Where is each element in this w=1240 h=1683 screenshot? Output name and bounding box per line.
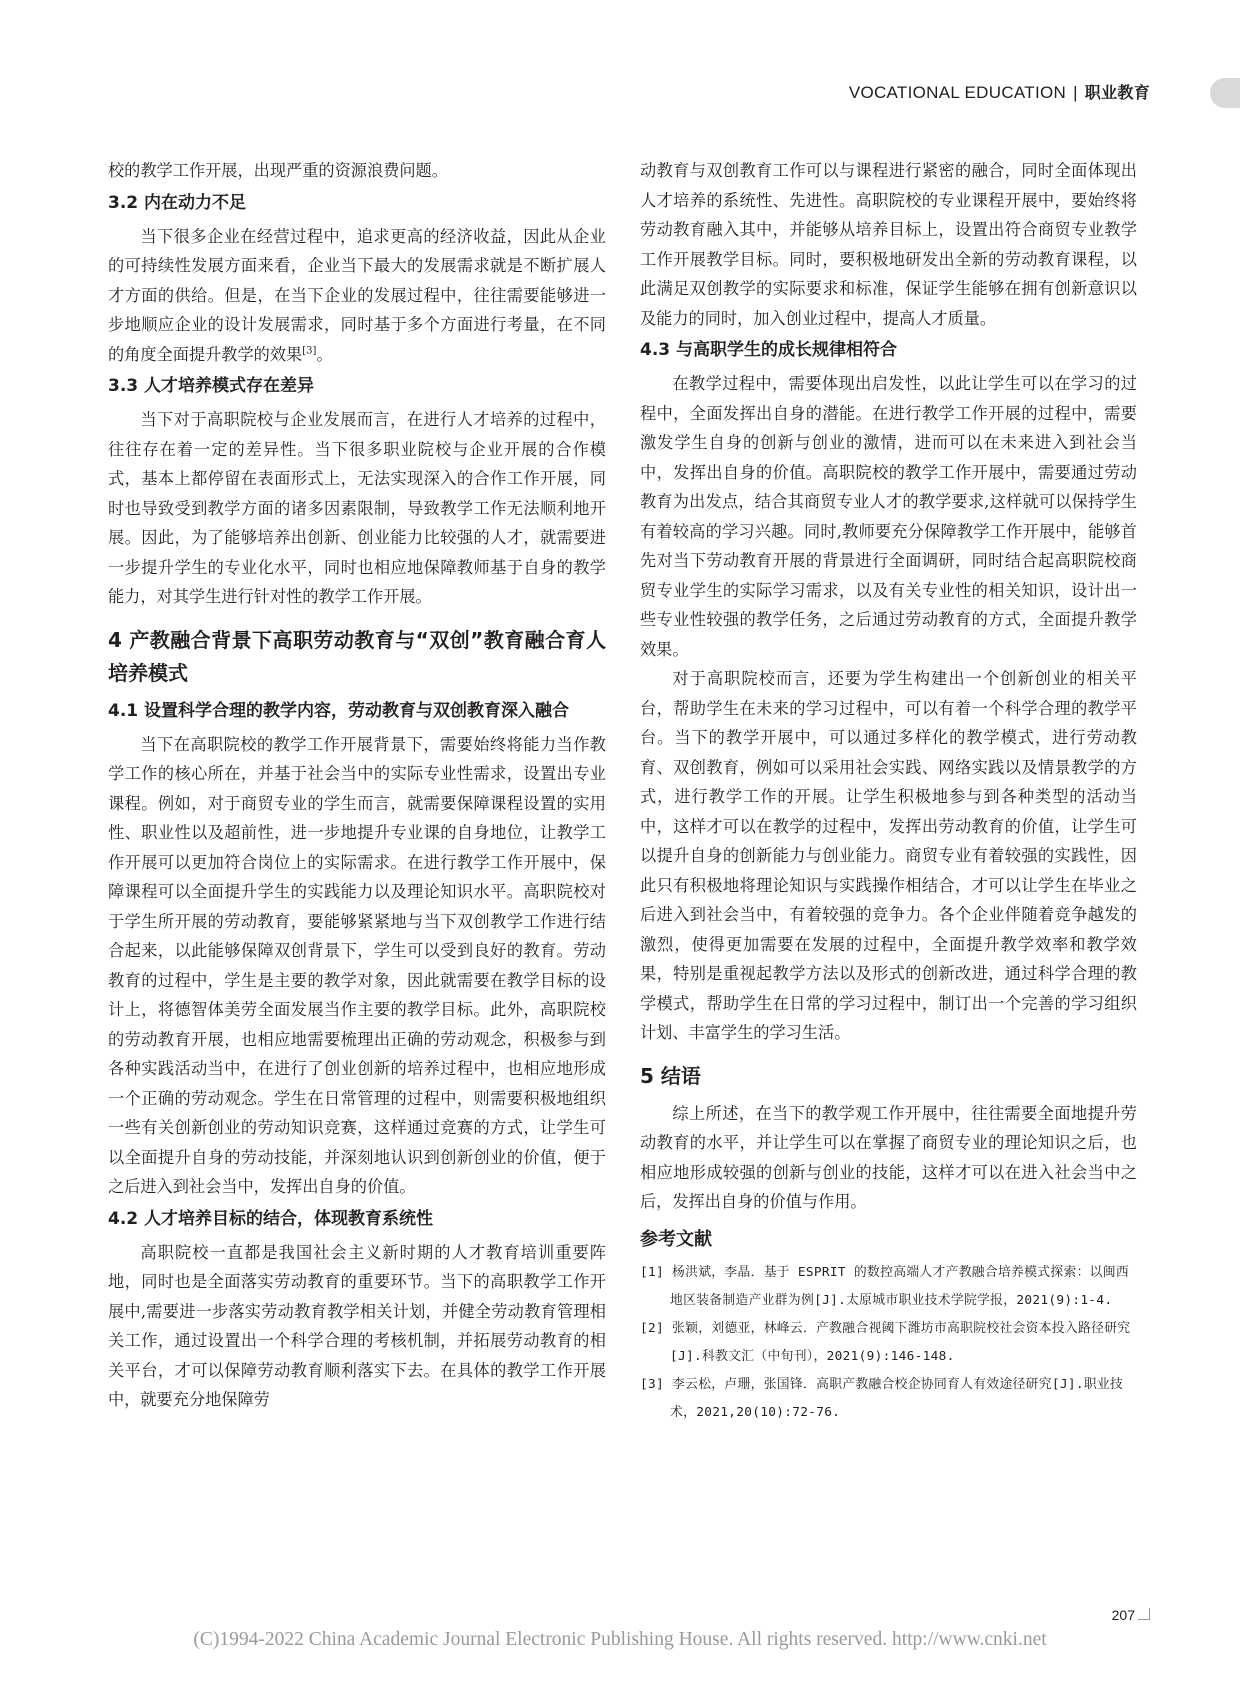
section-heading-4-1: 4.1 设置科学合理的教学内容，劳动教育与双创教育深入融合 xyxy=(108,700,570,721)
paragraph: 对于高职院校而言，还要为学生构建出一个创新创业的相关平台，帮助学生在未来的学习过程中，可以有着一个科学合理的教学平台。当下的教学开展中，可以通过多样化的教学模式，进行劳动教育、双创教育，例如可以采用社会实践、网络实践以及情景教学的方式，进行教学工作的开展。让学生积极地参与到各种类型的活动当中，这样才可以在教学的过程中，发挥出劳动教育的价值，让学生可以提升自身的创新能力与创业能力。商贸专业有着较强的实践性，因此只有积极地将理论知识与实践操作相结合，才可以让学生在毕业之后进入到社会当中，有着较强的竞争力。各个企业伴随着竞争越发的激烈，使得更加需要在发展的过程中，全面提升教学效率和教学效果，特别是重视起教学方法以及形式的创新改进，通过科学合理的教学模式，帮助学生在日常的学习过程中，制订出一个完善的学习组织计划、丰富学生的学习生活。 xyxy=(640,669,1137,1042)
paragraph-text: 当下很多企业在经营过程中，追求更高的经济收益，因此从企业的可持续性发展方面来看，企业当下最大的发展需求就是不断扩展人才方面的供给。但是，在当下企业的发展过程中，往往需要能够进一步地顺应企业的设计发展需求，同时基于多个方面进行考量，在不同的角度全面提升教学的效果 xyxy=(108,226,606,364)
section-heading-3-2: 3.2 内在动力不足 xyxy=(108,192,247,213)
page-edge-tab xyxy=(1210,78,1240,108)
page-corner-icon xyxy=(1138,1608,1150,1620)
paragraph: 高职院校一直都是我国社会主义新时期的人才教育培训重要阵地，同时也是全面落实劳动教育的重要环节。当下的高职教学工作开展中,需要进一步落实劳动教育教学相关计划，并健全劳动教育管理相关工作，通过设置出一个科学合理的考核机制，并拓展劳动教育的相关平台，才可以保障劳动教育顺利落实下去。在具体的教学工作开展中，就要充分地保障劳 xyxy=(108,1242,606,1409)
reference-item: [1] 杨洪斌，李晶．基于 ESPRIT 的数控高端人才产教融合培养模式探索：以闽西地区装备制造产业群为例[J].太原城市职业技术学院学报，2021(9):1-4. xyxy=(640,1264,1129,1308)
journal-name-en: VOCATIONAL EDUCATION xyxy=(848,83,1067,102)
section-heading-4-2: 4.2 人才培养目标的结合，体现教育系统性 xyxy=(108,1208,434,1229)
header-separator: | xyxy=(1073,83,1078,102)
paragraph xyxy=(108,222,606,370)
page-number: 207 xyxy=(1111,1607,1135,1623)
running-header xyxy=(849,80,1150,103)
section-heading-4-3: 4.3 与高职学生的成长规律相符合 xyxy=(640,340,898,360)
left-column xyxy=(108,156,606,1415)
references-heading: 参考文献 xyxy=(640,1228,712,1250)
journal-name-cn: 职业教育 xyxy=(1084,83,1150,102)
paragraph: 当下对于高职院校与企业发展而言，在进行人才培养的过程中，往往存在着一定的差异性。当下很多职业院校与企业开展的合作模式，基本上都停留在表面形式上，无法实现深入的合作工作开展，同时也导致受到教学方面的诸多因素限制，导致教学工作无法顺利地开展。因此，为了能够培养出创新、创业能力比较强的人才，就需要进一步提升学生的专业化水平，同时也相应地保障教师基于自身的教学能力，对其学生进行针对性的教学工作开展。 xyxy=(108,410,606,606)
section-heading-5: 5 结语 xyxy=(640,1063,701,1088)
paragraph: 当下在高职院校的教学工作开展背景下，需要始终将能力当作教学工作的核心所在，并基于社会当中的实际专业性需求，设置出专业课程。例如，对于商贸专业的学生而言，就需要保障课程设置的实用性、职业性以及超前性，进一步地提升专业课的自身地位，让教学工作开展可以更加符合岗位上的实际需求。在进行教学工作开展中，保障课程可以全面提升学生的实践能力以及理论知识水平。高职院校对于学生所开展的劳动教育，要能够紧紧地与当下双创教学工作进行结合起来，以此能够保障双创背景下，学生可以受到良好的教育。劳动教育的过程中，学生是主要的教学对象，因此就需要在教学目标的设计上，将德智体美劳全面发展当作主要的教学目标。此外，高职院校的劳动教育开展，也相应地需要梳理出正确的劳动观念，积极参与到各种实践活动当中，在进行了创业创新的培养过程中，也相应地形成一个正确的劳动观念。学生在日常管理的过程中，则需要积极地组织一些有关创新创业的劳动知识竞赛，这样通过竞赛的方式，让学生可以全面提升自身的劳动技能，并深刻地认识到创新创业的价值，便于之后进入到社会当中，发挥出自身的价值。 xyxy=(108,734,606,1196)
reference-item: [2] 张颖，刘德亚，林峰云．产教融合视阈下潍坊市高职院校社会资本投入路径研究[J].科教文汇（中旬刊），2021(9):146-148. xyxy=(640,1320,1131,1364)
paragraph-end: 。 xyxy=(316,344,333,364)
paragraph: 校的教学工作开展，出现严重的资源浪费问题。 xyxy=(108,161,448,180)
reference-item: [3] 李云松，卢珊，张国锋．高职产教融合校企协同育人有效途径研究[J].职业技术，2021,20(10):72-76. xyxy=(640,1376,1124,1420)
paragraph: 在教学过程中，需要体现出启发性，以此让学生可以在学习的过程中，全面发挥出自身的潜能。在进行教学工作开展的过程中，需要激发学生自身的创新与创业的激情，进而可以在未来进入到社会当中，发挥出自身的价值。高职院校的教学工作开展中，需要通过劳动教育为出发点，结合其商贸专业人才的教学要求,这样就可以保持学生有着较高的学习兴趣。同时,教师要充分保障教学工作开展中，能够首先对当下劳动教育开展的背景进行全面调研，同时结合起高职院校商贸专业学生的实际学习需求，以及有关专业性的相关知识，设计出一些专业性较强的教学任务，之后通过劳动教育的方式，全面提升教学效果。 xyxy=(640,374,1137,659)
section-heading-4: 4 产教融合背景下高职劳动教育与“双创”教育融合育人培养模式 xyxy=(108,627,606,685)
copyright-footer: (C)1994-2022 China Academic Journal Electronic Publishing House. All rights reserved. http://www.cnki.net xyxy=(193,1629,1047,1650)
paragraph: 动教育与双创教育工作可以与课程进行紧密的融合，同时全面体现出人才培养的系统性、先进性。高职院校的专业课程开展中，要始终将劳动教育融入其中，并能够从培养目标上，设置出符合商贸专业教学工作开展教学目标。同时，要积极地研发出全新的劳动教育课程，以此满足双创教学的实际要求和标准，保证学生能够在拥有创新意识以及能力的同时，加入创业过程中，提高人才质量。 xyxy=(640,161,1137,328)
section-heading-3-3: 3.3 人才培养模式存在差异 xyxy=(108,376,315,396)
right-column xyxy=(640,156,1137,1427)
paragraph: 综上所述，在当下的教学观工作开展中，往往需要全面地提升劳动教育的水平，并让学生可以在掌握了商贸专业的理论知识之后，也相应地形成较强的创新与创业的技能，这样才可以在进入社会当中之后，发挥出自身的价值与作用。 xyxy=(640,1103,1137,1211)
citation-ref: [3] xyxy=(302,345,317,357)
reference-list xyxy=(640,1259,1137,1427)
